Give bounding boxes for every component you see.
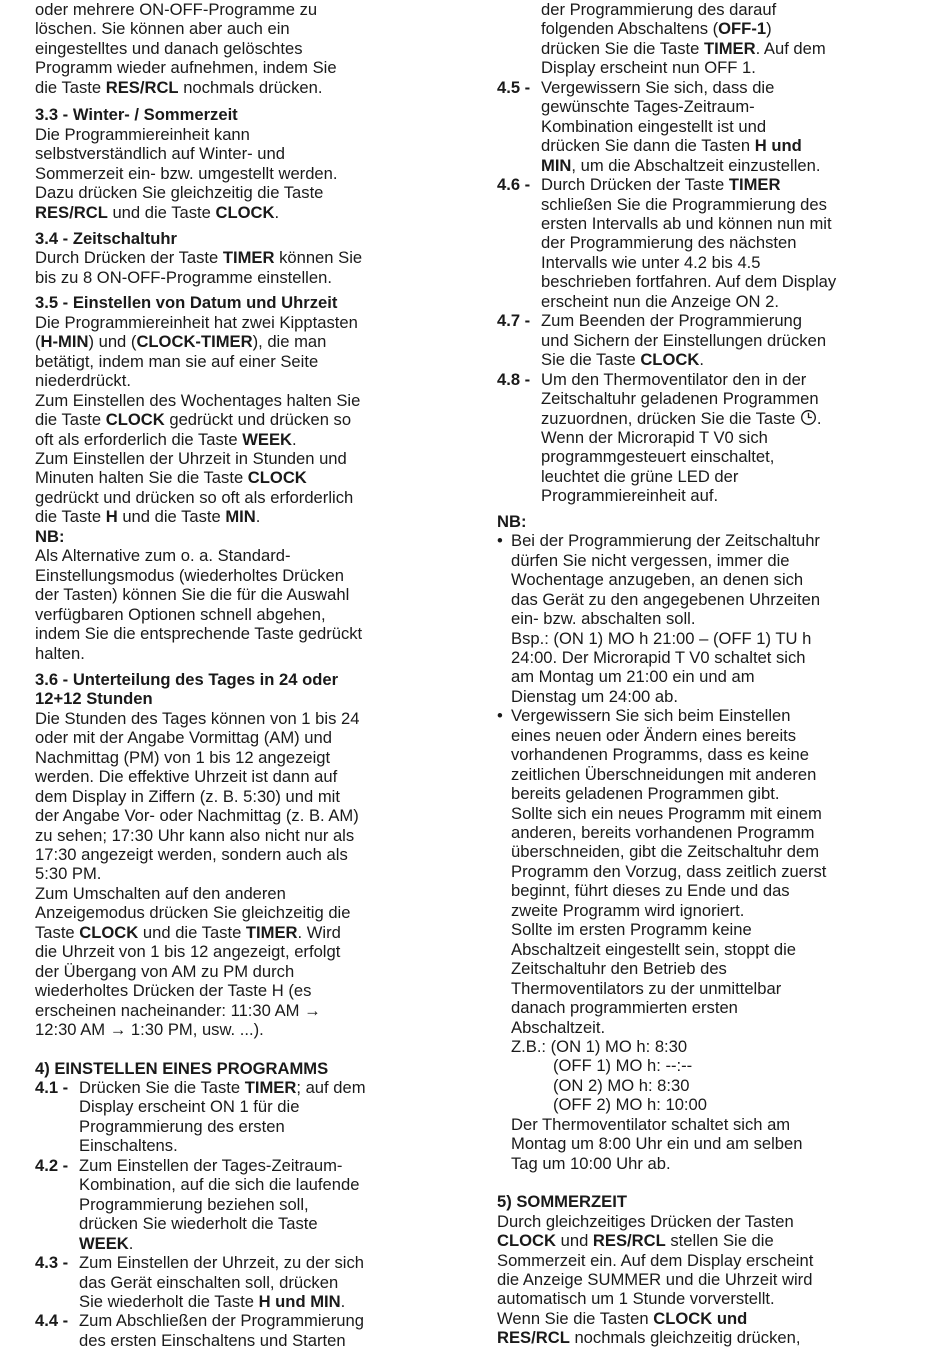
text-line: am Montag um 21:00 ein und am <box>511 667 755 687</box>
text-line: Durch Drücken der Taste TIMER <box>541 175 781 195</box>
text-line: Abschaltzeit eingestellt sein, stoppt die <box>511 939 797 959</box>
text-line: Intervalls wie unter 4.2 bis 4.5 <box>541 252 761 272</box>
step-4-1 <box>35 1078 460 1156</box>
text-line: oder mit der Angabe Vormittag (AM) und <box>35 728 332 748</box>
text-line: anderen, bereits vorhandenen Programm <box>511 823 815 843</box>
text-line: die Taste RES/RCL nochmals drücken. <box>35 77 323 97</box>
section-3-3 <box>35 105 460 222</box>
example-line: Z.B.: (ON 1) MO h: 8:30 <box>511 1037 688 1057</box>
text-line: zeitlichen Überschneidungen mit anderen <box>511 764 817 784</box>
text-line: folgenden Abschaltens (OFF-1) <box>541 19 772 39</box>
example-line: (OFF 1) MO h: --:-- <box>553 1056 693 1076</box>
text-line: wiederholtes Drücken der Taste H (es <box>35 981 312 1001</box>
text-line: Zum Abschließen der Programmierung <box>79 1311 364 1331</box>
text-line: (H-MIN) und (CLOCK-TIMER), die man <box>35 332 327 352</box>
text-line: Durch Drücken der Taste TIMER können Sie <box>35 248 363 268</box>
text-line: beginnt, führt dieses zu Ende und das <box>511 881 790 901</box>
text-line: 5:30 PM. <box>35 864 102 884</box>
text-line: CLOCK und RES/RCL stellen Sie die <box>497 1231 774 1251</box>
text-line: eines neuen oder Ändern eines bereits <box>511 725 797 745</box>
example-line: (ON 2) MO h: 8:30 <box>553 1075 690 1095</box>
text-line: Zum Umschalten auf den anderen <box>35 883 286 903</box>
text-line: Dienstag um 24:00 ab. <box>511 686 678 706</box>
text-line: Display erscheint ON 1 für die <box>79 1097 300 1117</box>
text-line: leuchtet die grüne LED der <box>541 466 739 486</box>
text-line: die Uhrzeit von 1 bis 12 angezeigt, erfolgt <box>35 942 341 962</box>
text-line: zu sehen; 17:30 Uhr kann also nicht nur als <box>35 825 355 845</box>
text-line: erscheint nun die Anzeige ON 2. <box>541 291 779 311</box>
text-line: Sie wiederholt die Taste H und MIN. <box>79 1292 346 1311</box>
section-heading: 3.6 - Unterteilung des Tages in 24 oder <box>35 669 339 689</box>
step-number: 4.2 - <box>35 1155 69 1175</box>
text-line: 24:00. Der Microrapid T V0 schaltet sich <box>511 647 806 667</box>
text-line: Vergewissern Sie sich, dass die <box>541 77 775 97</box>
text-line: werden. Die effektive Uhrzeit ist dann auf <box>35 767 338 787</box>
text-line: betätigt, indem man sie auf einer Seite <box>35 351 319 371</box>
left-column <box>35 0 460 1350</box>
section-heading: 5) SOMMERZEIT <box>497 1192 627 1212</box>
text-line: Programmierung des ersten <box>79 1116 285 1136</box>
text-line: drücken Sie die Taste TIMER. Auf dem <box>541 38 826 58</box>
section-heading: 4) EINSTELLEN EINES PROGRAMMS <box>35 1058 329 1078</box>
text-line: Die Programmiereinheit hat zwei Kipptasten <box>35 312 358 332</box>
text-line: Nachmittag (PM) von 1 bis 12 angezeigt <box>35 747 331 767</box>
text-line: die Anzeige SUMMER und die Uhrzeit wird <box>497 1270 813 1289</box>
section-3-5 <box>35 293 460 663</box>
text-line: automatisch um 1 Stunde vorverstellt. <box>497 1289 775 1309</box>
nb-bullet-2 <box>497 706 942 1173</box>
text-line: das Gerät einschalten soll, drücken <box>79 1272 339 1292</box>
text-line: Sommerzeit ein- bzw. umgestellt werden. <box>35 163 338 183</box>
text-line: Wenn der Microrapid T V0 sich <box>541 427 768 447</box>
text-line: Zeitschaltuhr den Betrieb des <box>511 959 727 979</box>
section-heading: 3.4 - Zeitschaltuhr <box>35 228 178 248</box>
step-4-5 <box>497 78 942 175</box>
text-line: erscheinen nacheinander: 11:30 AM → <box>35 1000 321 1020</box>
text-line: oft als erforderlich die Taste WEEK. <box>35 429 297 449</box>
text-line: Wochentage anzugeben, an denen sich <box>511 570 804 590</box>
step-4-3 <box>35 1253 460 1311</box>
text-line: Anzeigemodus drücken Sie gleichzeitig die <box>35 903 351 923</box>
text-line: Tag um 10:00 Uhr ab. <box>511 1153 671 1173</box>
section-heading: 3.3 - Winter- / Sommerzeit <box>35 105 238 125</box>
text-line: RES/RCL und die Taste CLOCK. <box>35 202 280 222</box>
text-line: Einschaltens. <box>79 1136 178 1156</box>
text-line: bereits geladenen Programmen gibt. <box>511 784 780 804</box>
text-line: Die Stunden des Tages können von 1 bis 24 <box>35 708 360 728</box>
text-line: drücken Sie dann die Tasten H und <box>541 136 802 156</box>
intro-paragraph <box>35 0 460 97</box>
text-line: zuzuordnen, drücken Sie die Taste . <box>541 408 822 428</box>
text-line: Durch gleichzeitiges Drücken der Tasten <box>497 1211 794 1231</box>
text-line: programmgesteuert einschaltet, <box>541 447 775 467</box>
step-number: 4.3 - <box>35 1253 69 1273</box>
text-line: Zum Einstellen der Uhrzeit, zu der sich <box>79 1253 364 1273</box>
text-line: drücken Sie wiederholt die Taste <box>79 1214 318 1234</box>
text-line: löschen. Sie können aber auch ein <box>35 19 290 39</box>
text-line: Sollte sich ein neues Programm mit einem <box>511 803 822 823</box>
step-4-4-continued <box>497 0 942 78</box>
text-line: Um den Thermoventilator den in der <box>541 369 807 389</box>
text-line: dem Display in Ziffern (z. B. 5:30) und mit <box>35 786 340 806</box>
text-line: des ersten Einschaltens und Starten <box>79 1330 346 1350</box>
text-line: Der Thermoventilator schaltet sich am <box>511 1114 791 1134</box>
text-line: das Gerät zu den angegebenen Uhrzeiten <box>511 589 821 609</box>
text-line: der Programmierung des nächsten <box>541 233 797 253</box>
text-line: danach programmierten ersten <box>511 998 738 1018</box>
text-line: Die Programmiereinheit kann <box>35 124 250 144</box>
text-line: niederdrückt. <box>35 371 131 391</box>
text-line: Wenn Sie die Tasten CLOCK und <box>497 1308 748 1328</box>
text-line: der Tasten) können Sie die für die Auswahl <box>35 585 350 605</box>
step-4-2 <box>35 1156 460 1253</box>
step-number: 4.6 - <box>497 175 531 195</box>
section-4 <box>35 1059 460 1351</box>
text-line: überschneiden, gibt die Zeitschaltuhr dem <box>511 842 820 862</box>
text-line: Programm den Vorzug, dass zeitlich zuerst <box>511 861 827 881</box>
section-heading: 12+12 Stunden <box>35 689 153 709</box>
text-line: der Programmierung des darauf <box>541 0 777 19</box>
nb-label: NB: <box>35 526 65 546</box>
step-number: 4.1 - <box>35 1078 69 1098</box>
text-line: dürfen Sie nicht vergessen, immer die <box>511 550 790 570</box>
text-line: Bei der Programmierung der Zeitschaltuhr <box>511 531 820 551</box>
step-number: 4.8 - <box>497 369 531 389</box>
text-line: Als Alternative zum o. a. Standard- <box>35 546 291 566</box>
text-line: Taste CLOCK und die Taste TIMER. Wird <box>35 922 341 942</box>
step-number: 4.5 - <box>497 77 531 97</box>
text-line: Einstellungsmodus (wiederholtes Drücken <box>35 565 344 585</box>
step-4-8 <box>497 370 942 506</box>
text-line: Programmiereinheit auf. <box>541 486 719 506</box>
clock-icon <box>800 409 817 426</box>
step-number: 4.7 - <box>497 311 531 331</box>
section-heading: 3.5 - Einstellen von Datum und Uhrzeit <box>35 293 338 313</box>
text-line: der Übergang von AM zu PM durch <box>35 961 295 981</box>
text-line: und Sichern der Einstellungen drücken <box>541 330 827 350</box>
text-line: vorhandenen Programms, dass es keine <box>511 745 809 765</box>
text-line: Programmierung beziehen soll, <box>79 1194 309 1214</box>
step-4-7 <box>497 311 942 369</box>
text-line: Zum Einstellen der Tages-Zeitraum- <box>79 1155 343 1175</box>
text-line: Bsp.: (ON 1) MO h 21:00 – (OFF 1) TU h <box>511 628 812 648</box>
text-line: Zum Beenden der Programmierung <box>541 311 803 331</box>
text-line: Sommerzeit ein. Auf dem Display erscheint <box>497 1250 814 1270</box>
text-line: Abschaltzeit. <box>511 1017 606 1037</box>
text-line: Vergewissern Sie sich beim Einstellen <box>511 706 791 726</box>
text-line: Programm wieder aufnehmen, indem Sie <box>35 58 337 78</box>
text-line: MIN, um die Abschaltzeit einzustellen. <box>541 155 821 175</box>
text-line: Display erscheint nun OFF 1. <box>541 58 756 78</box>
text-line: 12:30 AM → 1:30 PM, usw. ...). <box>35 1020 264 1040</box>
section-3-4 <box>35 229 460 287</box>
text-line: die Taste H und die Taste MIN. <box>35 507 261 527</box>
text-line: Sie die Taste CLOCK. <box>541 350 704 370</box>
text-line: Drücken Sie die Taste TIMER; auf dem <box>79 1078 366 1098</box>
text-line: RES/RCL nochmals gleichzeitig drücken, <box>497 1328 801 1348</box>
step-4-6 <box>497 175 942 311</box>
text-line: bis zu 8 ON-OFF-Programme einstellen. <box>35 267 332 287</box>
text-line: ein- bzw. abschalten soll. <box>511 609 696 629</box>
text-line: Zum Einstellen des Wochentages halten Sie <box>35 390 361 410</box>
text-line: WEEK. <box>79 1233 134 1253</box>
text-line: Minuten halten Sie die Taste CLOCK <box>35 468 307 488</box>
nb-bullet-1 <box>497 531 942 706</box>
text-line: Sollte im ersten Programm keine <box>511 920 752 940</box>
text-line: oder mehrere ON-OFF-Programme zu <box>35 0 318 19</box>
text-line: der Angabe Vor- oder Nachmittag (z. B. AM) <box>35 806 359 826</box>
bullet-icon: • <box>497 706 503 726</box>
text-line: Kombination eingestellt ist und <box>541 116 767 136</box>
text-line: 17:30 angezeigt werden, sondern auch als <box>35 845 348 865</box>
text-line: indem Sie die entsprechende Taste gedrückt <box>35 624 363 644</box>
section-5 <box>497 1192 942 1348</box>
example-line: (OFF 2) MO h: 10:00 <box>553 1095 707 1115</box>
right-column <box>497 0 942 1348</box>
step-4-4 <box>35 1311 460 1350</box>
text-line: eingestelltes und danach gelöschtes <box>35 38 303 58</box>
text-line: zweite Programm wird ignoriert. <box>511 900 745 920</box>
text-line: ersten Intervalls ab und können nun mit <box>541 213 832 233</box>
text-line: Zum Einstellen der Uhrzeit in Stunden und <box>35 448 347 468</box>
text-line: die Taste CLOCK gedrückt und drücken so <box>35 410 352 430</box>
section-3-6 <box>35 670 460 1040</box>
text-line: gedrückt und drücken so oft als erforderlich <box>35 487 354 507</box>
text-line: Kombination, auf die sich die laufende <box>79 1175 360 1195</box>
text-line: verfügbaren Optionen schnell abgehen, <box>35 604 326 624</box>
text-line: Thermoventilators zu der unmittelbar <box>511 978 782 998</box>
bullet-icon: • <box>497 531 503 551</box>
nb-section <box>497 512 942 1173</box>
text-line: beschrieben fortfahren. Auf dem Display <box>541 272 837 292</box>
text-line: Zeitschaltuhr geladenen Programmen <box>541 389 819 409</box>
text-line: schließen Sie die Programmierung des <box>541 194 827 214</box>
nb-label: NB: <box>497 511 527 531</box>
text-line: Dazu drücken Sie gleichzeitig die Taste <box>35 183 324 203</box>
text-line: gewünschte Tages-Zeitraum- <box>541 97 755 117</box>
text-line: halten. <box>35 643 85 663</box>
text-line: Montag um 8:00 Uhr ein und am selben <box>511 1134 803 1154</box>
step-number: 4.4 - <box>35 1311 69 1331</box>
text-line: selbstverständlich auf Winter- und <box>35 144 285 164</box>
